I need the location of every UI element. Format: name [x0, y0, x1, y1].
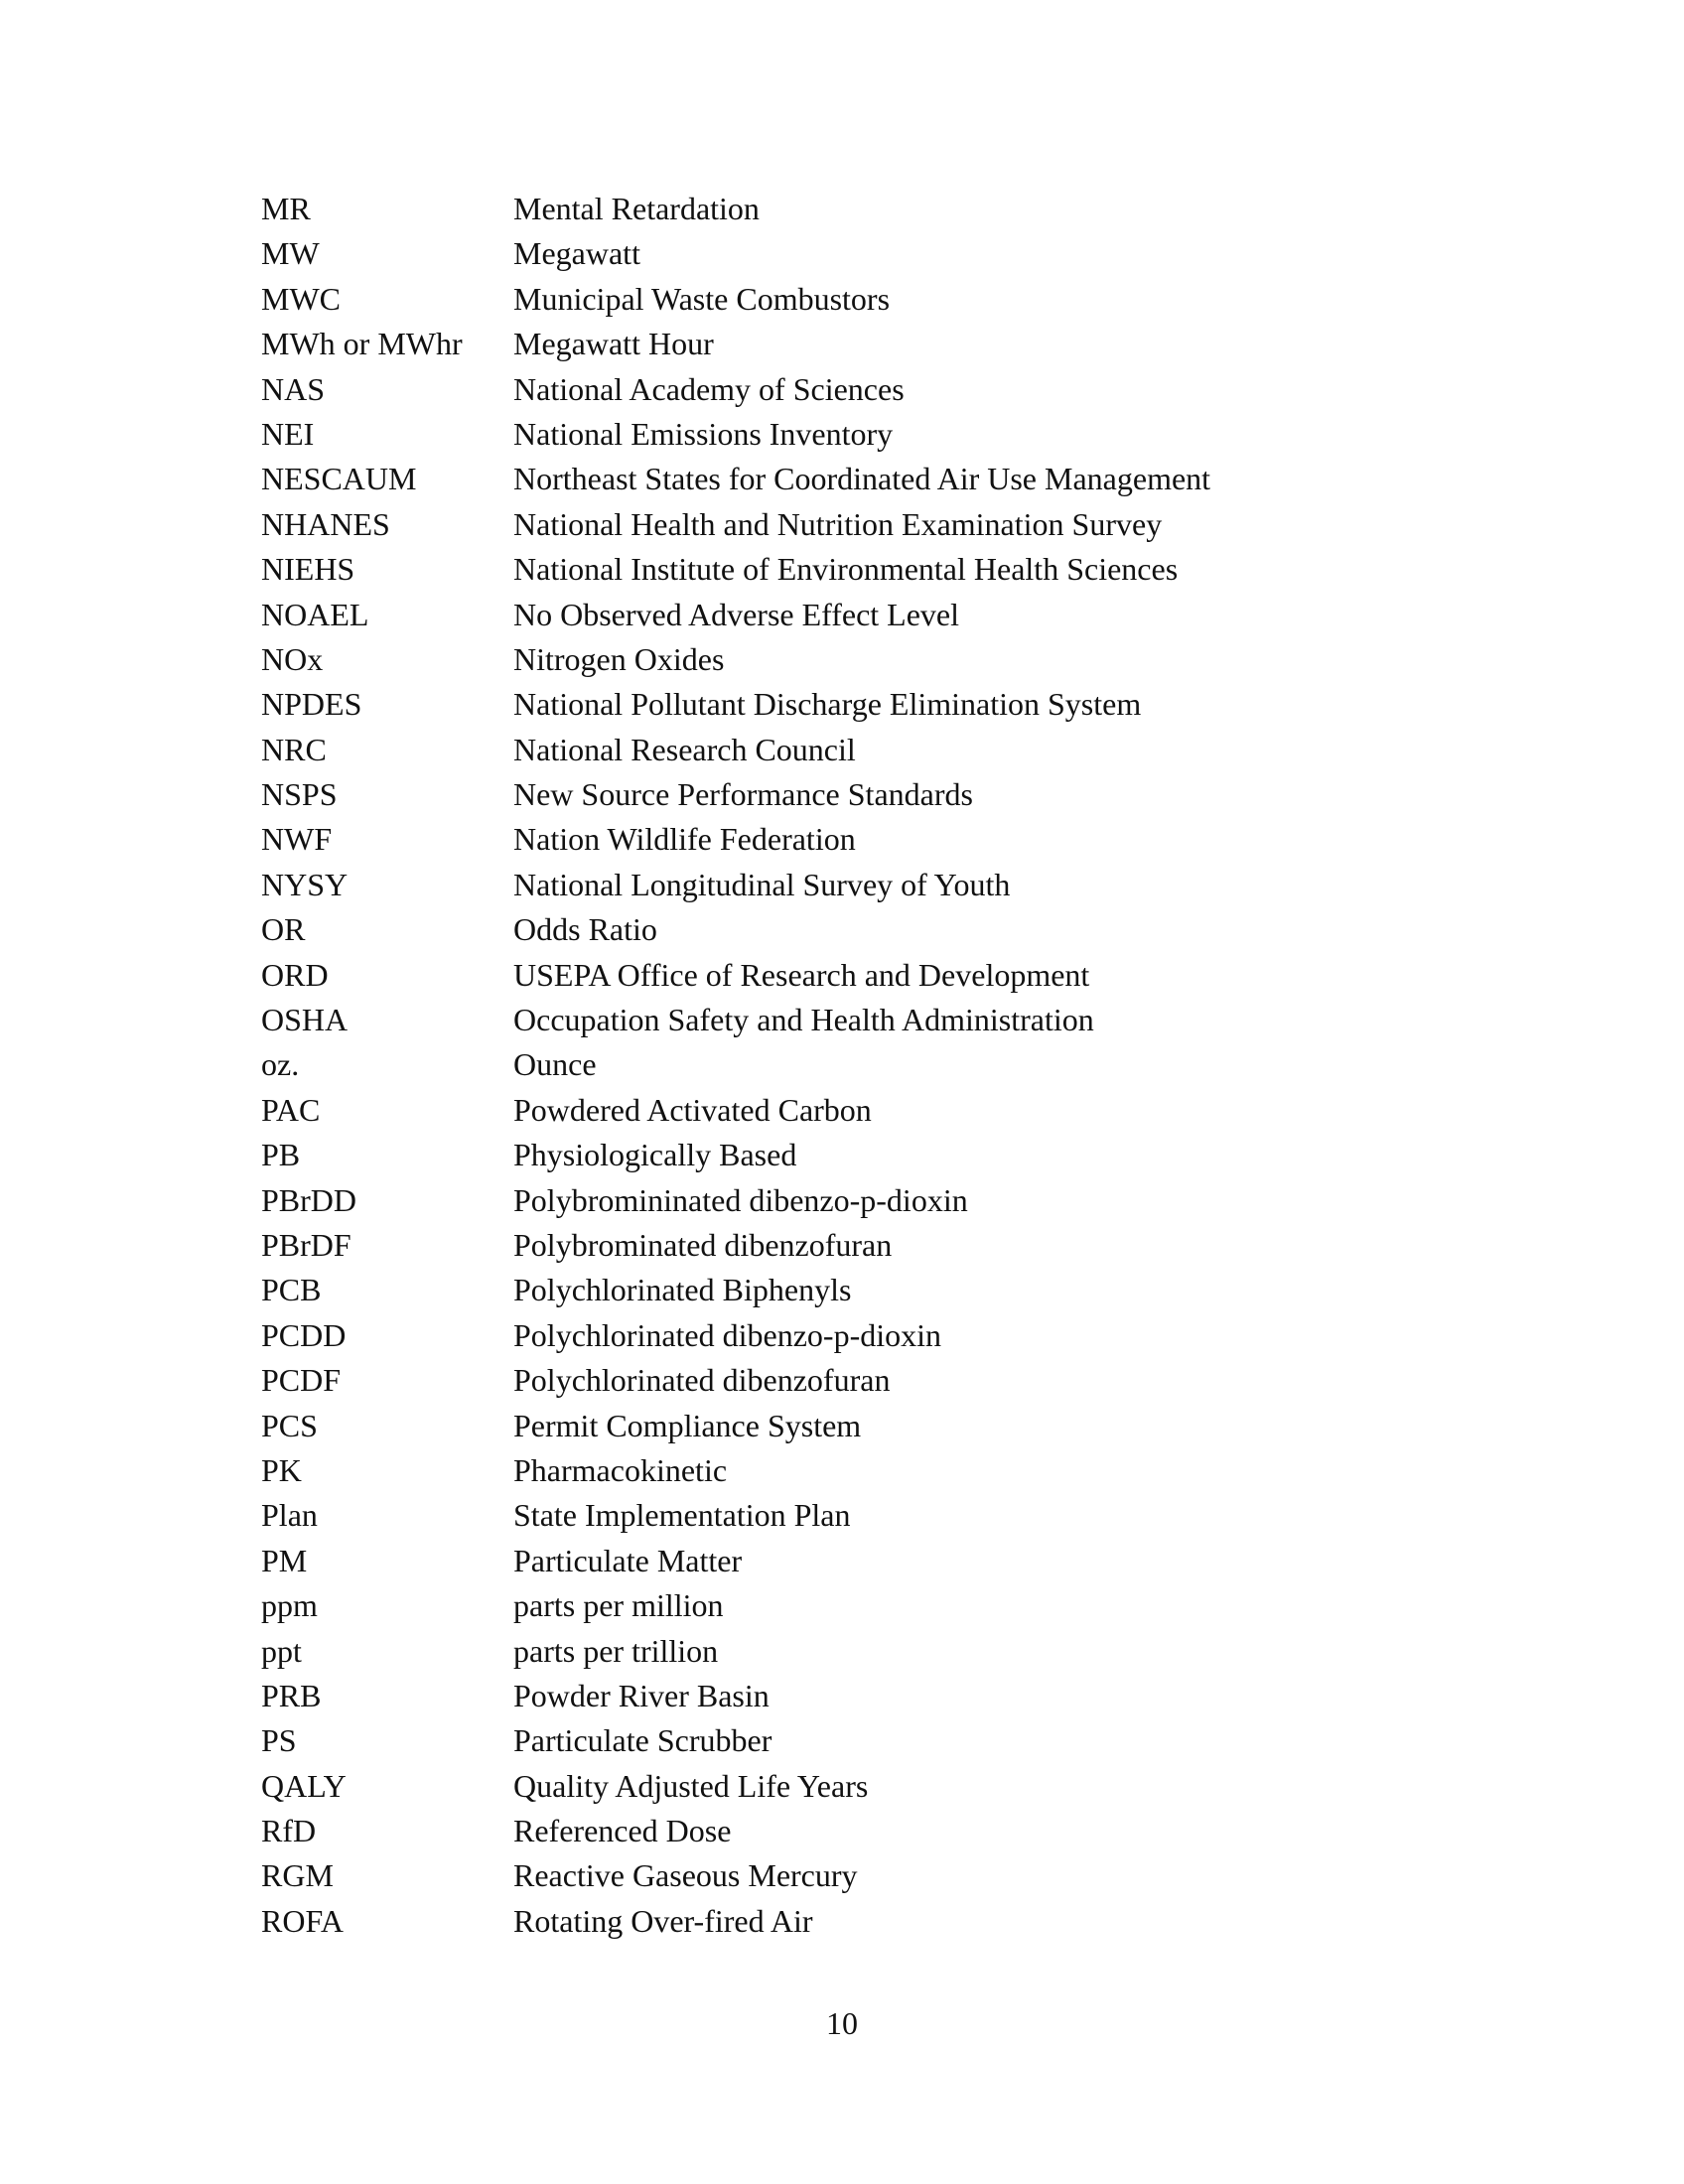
acronym-row — [261, 682, 1314, 727]
acronym-abbreviation: PAC — [261, 1091, 321, 1128]
acronym-abbreviation: NHANES — [261, 505, 390, 542]
acronym-abbreviation: PB — [261, 1137, 301, 1173]
acronym-definition: Ounce — [513, 1046, 597, 1083]
acronym-definition: Nitrogen Oxides — [513, 640, 725, 677]
acronym-row — [261, 1718, 1314, 1763]
acronym-list — [261, 187, 1314, 1944]
acronym-abbreviation: NRC — [261, 731, 327, 767]
acronym-row — [261, 1809, 1314, 1853]
acronym-abbreviation: ORD — [261, 956, 329, 993]
acronym-abbreviation: NOAEL — [261, 596, 369, 632]
acronym-abbreviation: NIEHS — [261, 551, 355, 588]
acronym-row — [261, 1178, 1314, 1223]
acronym-abbreviation: MWC — [261, 280, 341, 317]
acronym-row — [261, 1899, 1314, 1944]
acronym-abbreviation: PBrDD — [261, 1181, 357, 1218]
acronym-abbreviation: NAS — [261, 370, 326, 407]
acronym-definition: Quality Adjusted Life Years — [513, 1767, 869, 1804]
acronym-abbreviation: PK — [261, 1451, 302, 1488]
acronym-row — [261, 1448, 1314, 1493]
acronym-definition: No Observed Adverse Effect Level — [513, 596, 960, 632]
acronym-definition: National Academy of Sciences — [513, 370, 905, 407]
acronym-definition: USEPA Office of Research and Development — [513, 956, 1090, 993]
acronym-abbreviation: PCB — [261, 1272, 322, 1308]
acronym-definition: New Source Performance Standards — [513, 776, 973, 813]
acronym-row — [261, 1764, 1314, 1809]
acronym-definition: Odds Ratio — [513, 911, 657, 948]
acronym-abbreviation: PCDD — [261, 1316, 347, 1353]
acronym-definition: Powdered Activated Carbon — [513, 1091, 872, 1128]
acronym-definition: Polychlorinated Biphenyls — [513, 1272, 852, 1308]
acronym-abbreviation: PM — [261, 1542, 308, 1578]
acronym-definition: Referenced Dose — [513, 1813, 732, 1849]
acronym-abbreviation: NESCAUM — [261, 461, 417, 497]
acronym-definition: Megawatt — [513, 235, 640, 272]
acronym-definition: Municipal Waste Combustors — [513, 280, 891, 317]
acronym-row — [261, 1539, 1314, 1583]
page-number: 10 — [826, 2005, 858, 2041]
acronym-row — [261, 1493, 1314, 1538]
acronym-definition: Polybrominated dibenzofuran — [513, 1226, 893, 1263]
acronym-abbreviation: MW — [261, 235, 320, 272]
acronym-abbreviation: oz. — [261, 1046, 300, 1083]
acronym-definition: State Implementation Plan — [513, 1497, 851, 1534]
acronym-row — [261, 863, 1314, 907]
acronym-abbreviation: MR — [261, 191, 311, 226]
acronym-definition: parts per million — [513, 1587, 724, 1624]
acronym-definition: Mental Retardation — [513, 191, 760, 226]
acronym-abbreviation: OR — [261, 911, 306, 948]
acronym-definition: National Institute of Environmental Health Sciences — [513, 551, 1179, 588]
acronym-row — [261, 322, 1314, 366]
acronym-row — [261, 1133, 1314, 1177]
acronym-abbreviation: MWh or MWhr — [261, 326, 463, 362]
acronym-row — [261, 1583, 1314, 1628]
acronym-row — [261, 412, 1314, 457]
acronym-row — [261, 367, 1314, 412]
acronym-row — [261, 728, 1314, 772]
acronym-abbreviation: PBrDF — [261, 1226, 351, 1263]
acronym-abbreviation: ppm — [261, 1587, 318, 1624]
acronym-row — [261, 907, 1314, 952]
acronym-abbreviation: RGM — [261, 1857, 334, 1894]
acronym-abbreviation: PRB — [261, 1677, 322, 1713]
acronym-definition: Reactive Gaseous Mercury — [513, 1857, 858, 1894]
acronym-row — [261, 593, 1314, 637]
acronym-definition: National Health and Nutrition Examination Survey — [513, 505, 1163, 542]
acronym-row — [261, 998, 1314, 1042]
acronym-abbreviation: NYSY — [261, 866, 349, 902]
acronym-row — [261, 1404, 1314, 1448]
acronym-abbreviation: OSHA — [261, 1002, 349, 1038]
acronym-definition: Powder River Basin — [513, 1677, 770, 1713]
acronym-row — [261, 502, 1314, 547]
acronym-abbreviation: RfD — [261, 1813, 317, 1849]
acronym-abbreviation: ppt — [261, 1632, 302, 1669]
acronym-row — [261, 1853, 1314, 1898]
acronym-definition: Pharmacokinetic — [513, 1451, 728, 1488]
acronym-definition: Polybromininated dibenzo-p-dioxin — [513, 1181, 968, 1218]
acronym-definition: Particulate Matter — [513, 1542, 743, 1578]
acronym-row — [261, 817, 1314, 862]
acronym-definition: National Longitudinal Survey of Youth — [513, 866, 1011, 902]
acronym-row — [261, 277, 1314, 322]
acronym-definition: National Research Council — [513, 731, 856, 767]
acronym-row — [261, 1088, 1314, 1133]
acronym-definition: Permit Compliance System — [513, 1407, 862, 1443]
acronym-row — [261, 1358, 1314, 1403]
acronym-row — [261, 187, 1314, 231]
acronym-row — [261, 231, 1314, 276]
acronym-definition: Megawatt Hour — [513, 326, 714, 362]
acronym-row — [261, 637, 1314, 682]
acronym-row — [261, 1629, 1314, 1674]
acronym-row — [261, 1674, 1314, 1718]
acronym-abbreviation: QALY — [261, 1767, 347, 1804]
acronym-abbreviation: NOx — [261, 640, 324, 677]
acronym-definition: parts per trillion — [513, 1632, 719, 1669]
acronym-row — [261, 953, 1314, 998]
acronym-row — [261, 772, 1314, 817]
acronym-abbreviation: NSPS — [261, 776, 338, 813]
acronym-definition: Polychlorinated dibenzo-p-dioxin — [513, 1316, 942, 1353]
acronym-row — [261, 1313, 1314, 1358]
acronym-row — [261, 1268, 1314, 1312]
acronym-definition: Occupation Safety and Health Administration — [513, 1002, 1094, 1038]
acronym-abbreviation: ROFA — [261, 1902, 344, 1939]
acronym-definition: Particulate Scrubber — [513, 1722, 772, 1759]
acronym-abbreviation: NWF — [261, 821, 333, 858]
acronym-definition: Rotating Over-fired Air — [513, 1902, 813, 1939]
acronym-abbreviation: PCDF — [261, 1362, 342, 1399]
acronym-row — [261, 547, 1314, 592]
acronym-row — [261, 457, 1314, 501]
acronym-definition: Northeast States for Coordinated Air Use Management — [513, 461, 1211, 497]
acronym-row — [261, 1223, 1314, 1268]
acronym-definition: Physiologically Based — [513, 1137, 797, 1173]
acronym-abbreviation: Plan — [261, 1497, 318, 1534]
acronym-abbreviation: NEI — [261, 415, 315, 452]
acronym-definition: National Pollutant Discharge Elimination System — [513, 686, 1142, 723]
acronym-row — [261, 1042, 1314, 1087]
acronym-definition: National Emissions Inventory — [513, 415, 894, 452]
acronym-definition: Polychlorinated dibenzofuran — [513, 1362, 891, 1399]
acronym-definition: Nation Wildlife Federation — [513, 821, 856, 858]
acronym-abbreviation: NPDES — [261, 686, 362, 723]
acronym-abbreviation: PCS — [261, 1407, 318, 1443]
acronym-abbreviation: PS — [261, 1722, 297, 1759]
